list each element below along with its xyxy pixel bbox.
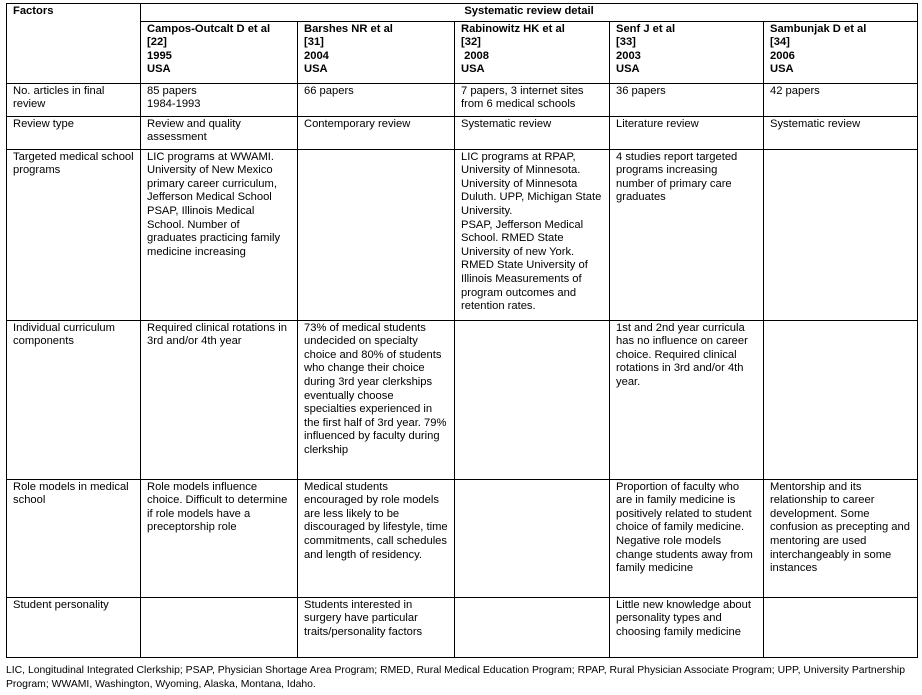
- table-cell: LIC programs at WWAMI. University of New Mexico primary career curriculum, Jefferson Medical School PSAP, Illinois Medical School. Number of graduates practicing family medicine increasing: [141, 149, 298, 320]
- table-cell: [455, 597, 610, 657]
- table-cell: 42 papers: [764, 83, 918, 116]
- table-cell: [764, 597, 918, 657]
- study-year: 2004: [304, 49, 329, 62]
- table-cell: Systematic review: [455, 116, 610, 149]
- table-cell: 7 papers, 3 internet sites from 6 medical schools: [455, 83, 610, 116]
- study-ref: [32]: [461, 36, 481, 49]
- table-cell: 36 papers: [610, 83, 764, 116]
- study-country: USA: [147, 63, 171, 76]
- table-cell: [455, 320, 610, 479]
- table-cell: [455, 479, 610, 597]
- table-cell: [764, 149, 918, 320]
- factor-cell: Review type: [7, 116, 141, 149]
- study-header-cell: [141, 21, 298, 83]
- study-header-row: [7, 21, 918, 83]
- study-header-cell: [764, 21, 918, 83]
- table-cell: 66 papers: [298, 83, 455, 116]
- table-cell: LIC programs at RPAP, University of Minnesota. University of Minnesota Duluth. UPP, Michigan State University. PSAP, Jefferson Medical School. RMED State University of new York. RMED State University of Illinois Measurements of program outcomes and retention rates.: [455, 149, 610, 320]
- table-cell: Little new knowledge about personality types and choosing family medicine: [610, 597, 764, 657]
- table-cell: Systematic review: [764, 116, 918, 149]
- table-row-review-type: [7, 116, 918, 149]
- systematic-review-table: [6, 3, 918, 658]
- factors-header: [7, 4, 141, 84]
- factor-cell: Role models in medical school: [7, 479, 141, 597]
- study-header-cell: [298, 21, 455, 83]
- table-cell: [298, 149, 455, 320]
- table-cell: Students interested in surgery have particular traits/personality factors: [298, 597, 455, 657]
- study-header-cell: [610, 21, 764, 83]
- study-ref: [34]: [770, 36, 790, 49]
- study-ref: [31]: [304, 36, 324, 49]
- study-year: 2008: [461, 49, 489, 62]
- table-cell: 85 papers 1984-1993: [141, 83, 298, 116]
- study-header-cell: [455, 21, 610, 83]
- table-footnote: LIC, Longitudinal Integrated Clerkship; PSAP, Physician Shortage Area Program; RMED, Rural Medical Education Program; RPAP, Rural Physician Associate Program; UPP, University Partnership Program; WWAMI, Washington, Wyoming, Alaska, Montana, Idaho.: [6, 665, 906, 690]
- factor-cell: Targeted medical school programs: [7, 149, 141, 320]
- study-country: USA: [304, 63, 328, 76]
- table-row-role-models: [7, 479, 918, 597]
- study-country: USA: [616, 63, 640, 76]
- study-ref: [22]: [147, 36, 167, 49]
- factor-cell: Student personality: [7, 597, 141, 657]
- table-cell: Required clinical rotations in 3rd and/or 4th year: [141, 320, 298, 479]
- systematic-review-header-label: Systematic review detail: [464, 5, 594, 17]
- systematic-review-header: [141, 4, 918, 22]
- study-year: 1995: [147, 49, 172, 62]
- study-year: 2006: [770, 49, 795, 62]
- table-cell: [764, 320, 918, 479]
- study-author: Sambunjak D et al: [770, 22, 867, 35]
- table-cell: Proportion of faculty who are in family medicine is positively related to student choice of family medicine. Negative role models change students away from family medicine: [610, 479, 764, 597]
- table-cell: Mentorship and its relationship to career development. Some confusion as precepting and mentoring are used interchangeably in some instances: [764, 479, 918, 597]
- table-row-curriculum: [7, 320, 918, 479]
- factor-cell: Individual curriculum components: [7, 320, 141, 479]
- study-author: Senf J et al: [616, 22, 676, 35]
- factors-header-label: Factors: [13, 5, 54, 17]
- table-cell: Review and quality assessment: [141, 116, 298, 149]
- header-row-top: [7, 4, 918, 22]
- study-year: 2003: [616, 49, 641, 62]
- study-author: Campos-Outcalt D et al: [147, 22, 271, 35]
- table-cell: 73% of medical students undecided on specialty choice and 80% of students who change their choice during 3rd year clerkships eventually choose specialties experienced in the first half of 3rd year. 79% influenced by faculty during clerkship: [298, 320, 455, 479]
- table-cell: Medical students encouraged by role models are less likely to be discouraged by lifestyle, time commitments, call schedules and length of residency.: [298, 479, 455, 597]
- study-country: USA: [461, 63, 485, 76]
- table-cell: [141, 597, 298, 657]
- table-cell: Literature review: [610, 116, 764, 149]
- study-author: Barshes NR et al: [304, 22, 393, 35]
- table-cell: Role models influence choice. Difficult to determine if role models have a preceptorship role: [141, 479, 298, 597]
- factor-cell: No. articles in final review: [7, 83, 141, 116]
- table-cell: Contemporary review: [298, 116, 455, 149]
- study-country: USA: [770, 63, 794, 76]
- table-row-articles: [7, 83, 918, 116]
- table-row-targeted-programs: [7, 149, 918, 320]
- table-cell: 1st and 2nd year curricula has no influence on career choice. Required clinical rotations in 3rd and/or 4th year.: [610, 320, 764, 479]
- table-row-personality: [7, 597, 918, 657]
- study-author: Rabinowitz HK et al: [461, 22, 565, 35]
- table-cell: 4 studies report targeted programs increasing number of primary care graduates: [610, 149, 764, 320]
- study-ref: [33]: [616, 36, 636, 49]
